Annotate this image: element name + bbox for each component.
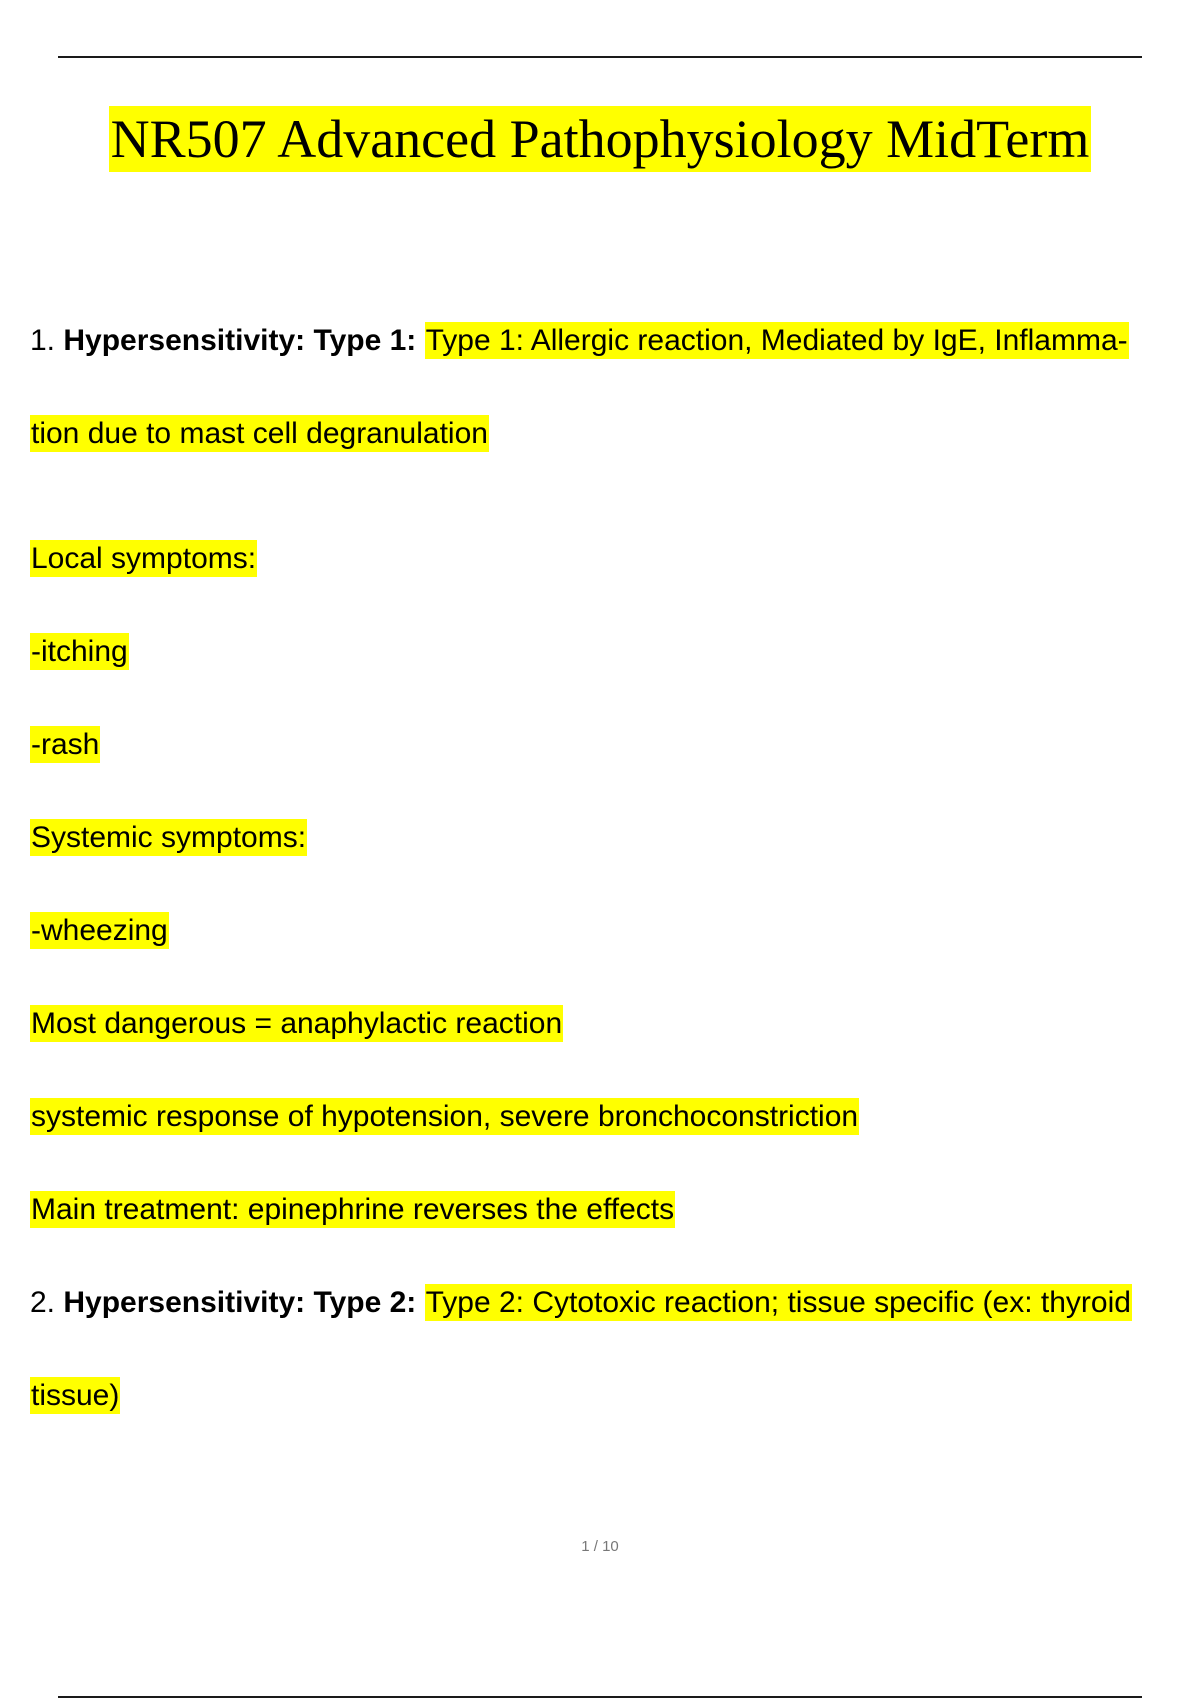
item-1-answer-line: [30, 1004, 563, 1044]
item-2-term: Hypersensitivity: Type 2:: [63, 1286, 417, 1319]
document-title: NR507 Advanced Pathophysiology MidTerm: [109, 106, 1092, 172]
top-rule: [58, 56, 1142, 58]
page-indicator: 1 / 10: [581, 1538, 619, 1555]
item-2-number: 2.: [30, 1286, 56, 1319]
item-1-answer-line-2: tion due to mast cell degranulation: [31, 417, 488, 450]
item-1-heading-line: [30, 321, 1129, 361]
item-1-answer-line: [30, 818, 307, 858]
main-treatment-line: Main treatment: epinephrine reverses the effects: [31, 1193, 675, 1226]
symptom-rash: -rash: [31, 728, 100, 761]
item-2-answer-line-1: Type 2: Cytotoxic reaction; tissue specific (ex: thyroid: [425, 1286, 1131, 1319]
most-dangerous-line: Most dangerous = anaphylactic reaction: [31, 1007, 563, 1040]
item-1-number: 1.: [30, 324, 56, 357]
item-1-answer-line: [30, 725, 100, 765]
item-1-answer-line: [30, 414, 489, 454]
systemic-response-line: systemic response of hypotension, severe bronchoconstriction: [31, 1100, 859, 1133]
symptom-wheezing: -wheezing: [31, 914, 168, 947]
title-container: [0, 106, 1200, 172]
item-1-answer-line-1: Type 1: Allergic reaction, Mediated by IgE, Inflamma-: [425, 324, 1128, 357]
item-1-answer-line: [30, 1097, 859, 1137]
item-2-heading-line: [30, 1283, 1132, 1323]
item-1-answer-line: [30, 1190, 675, 1230]
item-2-answer-line-2: tissue): [31, 1379, 120, 1412]
systemic-symptoms-heading: Systemic symptoms:: [31, 821, 307, 854]
item-1-answer-line: [30, 539, 257, 579]
item-1-answer-line: [30, 911, 169, 951]
bottom-rule: [58, 1696, 1142, 1698]
item-1-term: Hypersensitivity: Type 1:: [63, 324, 417, 357]
local-symptoms-heading: Local symptoms:: [31, 542, 257, 575]
item-1-answer-line: [30, 632, 129, 672]
item-2-answer-line: [30, 1376, 120, 1416]
symptom-itching: -itching: [31, 635, 128, 668]
